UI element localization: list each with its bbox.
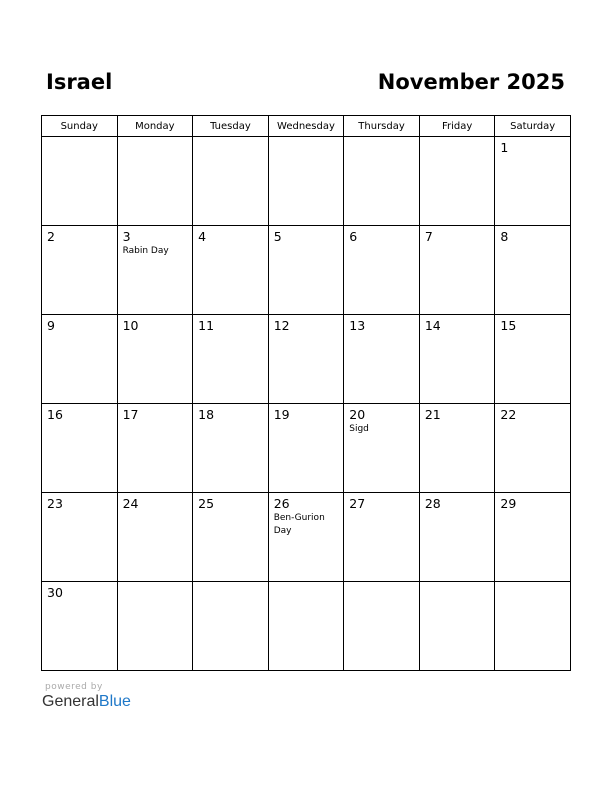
calendar-grid [41,115,571,671]
empty-day-cell [268,137,344,226]
day-number: 3 [122,229,131,244]
day-number: 6 [349,229,358,244]
week-row [42,137,571,226]
empty-day-cell [495,582,571,671]
day-cell[interactable] [42,493,118,582]
day-number: 30 [47,585,63,600]
empty-day-cell [117,582,193,671]
day-number: 9 [47,318,55,333]
day-number: 29 [500,496,517,511]
weekday-header-row [42,116,571,137]
week-row [42,315,571,404]
day-cell[interactable] [117,226,193,315]
holiday-label: Sigd [349,424,369,434]
day-cell[interactable] [419,315,495,404]
week-row [42,582,571,671]
day-number: 19 [273,407,290,422]
weekday-thursday: Thursday [344,116,420,137]
weekday-tuesday: Tuesday [193,116,269,137]
week-row [42,493,571,582]
day-cell[interactable] [193,226,269,315]
empty-day-cell [42,137,118,226]
day-number: 22 [500,407,517,422]
empty-day-cell [193,582,269,671]
day-number: 21 [424,407,441,422]
day-cell[interactable] [344,404,420,493]
empty-day-cell [268,582,344,671]
day-cell[interactable] [495,137,571,226]
day-number: 16 [47,407,63,422]
brand-logo-blue: Blue [98,693,131,710]
day-number: 27 [349,496,366,511]
weekday-sunday: Sunday [42,116,118,137]
day-number: 5 [273,229,282,244]
brand-logo-general: General [42,693,99,710]
day-number: 23 [47,496,63,511]
day-number: 4 [198,229,207,244]
weekday-wednesday: Wednesday [268,116,344,137]
empty-day-cell [193,137,269,226]
day-cell[interactable] [117,315,193,404]
empty-day-cell [419,582,495,671]
day-cell[interactable] [42,315,118,404]
day-cell[interactable] [42,404,118,493]
day-number: 14 [424,318,441,333]
day-number: 28 [424,496,441,511]
day-cell[interactable] [193,404,269,493]
country-title: Israel [46,70,113,94]
day-cell[interactable] [268,315,344,404]
day-cell[interactable] [117,404,193,493]
day-number: 25 [198,496,215,511]
holiday-label: Rabin Day [122,246,169,256]
day-cell[interactable] [268,493,344,582]
week-row [42,226,571,315]
day-number: 1 [500,140,509,155]
weekday-saturday: Saturday [495,116,571,137]
holiday-label: Ben-Gurion Day [273,513,325,536]
day-cell[interactable] [117,493,193,582]
day-cell[interactable] [344,226,420,315]
day-number: 11 [198,318,215,333]
day-number: 20 [349,407,366,422]
day-cell[interactable] [42,582,118,671]
day-cell[interactable] [419,493,495,582]
day-cell[interactable] [42,226,118,315]
weekday-monday: Monday [117,116,193,137]
day-number: 24 [122,496,139,511]
day-cell[interactable] [268,226,344,315]
day-cell[interactable] [495,404,571,493]
day-number: 2 [47,229,55,244]
day-number: 12 [273,318,290,333]
day-number: 7 [424,229,433,244]
empty-day-cell [419,137,495,226]
day-cell[interactable] [419,226,495,315]
day-number: 18 [198,407,215,422]
day-cell[interactable] [344,315,420,404]
day-cell[interactable] [344,493,420,582]
empty-day-cell [117,137,193,226]
day-cell[interactable] [193,493,269,582]
month-title: November 2025 [377,70,565,94]
powered-by-label: powered by [45,682,103,692]
day-cell[interactable] [193,315,269,404]
day-cell[interactable] [495,315,571,404]
week-row [42,404,571,493]
day-number: 10 [122,318,139,333]
empty-day-cell [344,582,420,671]
day-number: 15 [500,318,517,333]
empty-day-cell [344,137,420,226]
day-number: 26 [273,496,290,511]
day-cell[interactable] [495,493,571,582]
day-number: 8 [500,229,509,244]
brand-logo[interactable] [42,693,131,711]
day-number: 17 [122,407,139,422]
weekday-friday: Friday [419,116,495,137]
day-cell[interactable] [419,404,495,493]
day-number: 13 [349,318,366,333]
day-cell[interactable] [268,404,344,493]
day-cell[interactable] [495,226,571,315]
